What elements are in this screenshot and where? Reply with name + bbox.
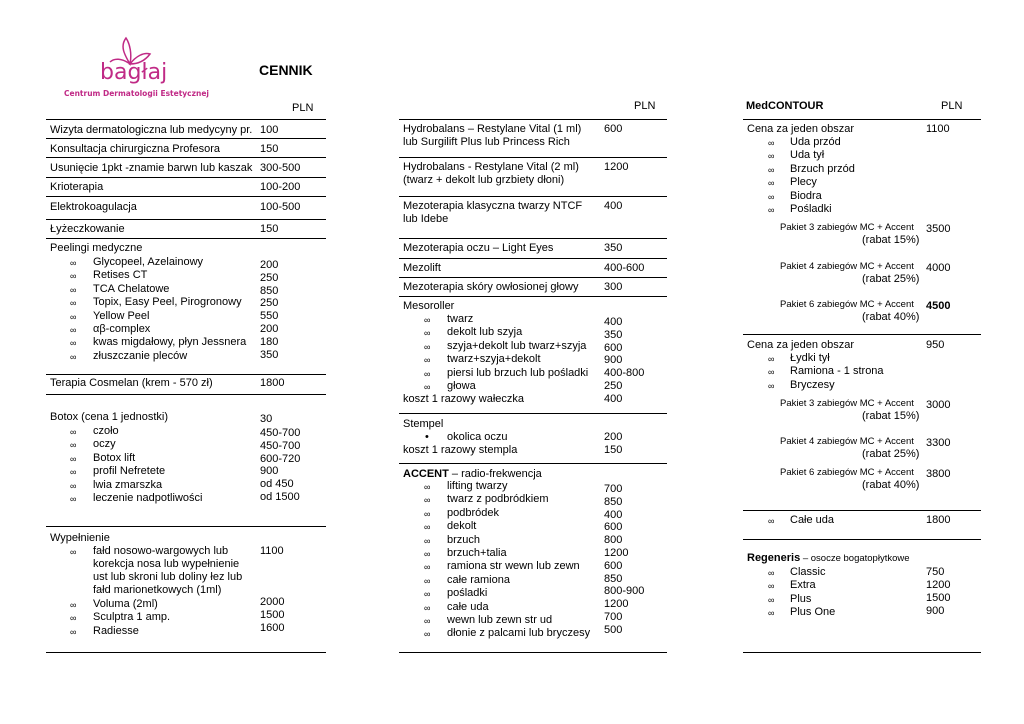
- list-item-label: czoło: [93, 425, 119, 437]
- package-line1: Pakiet 6 zabiegów MC + Accent: [780, 467, 914, 478]
- stempel-item-price: 200: [604, 431, 623, 443]
- brand-name: bagłaj: [100, 60, 168, 85]
- list-item-label: Plus: [790, 592, 812, 605]
- list-item-price: 800-900: [604, 585, 645, 598]
- mezo-oczu-label: Mezoterapia oczu – Light Eyes: [403, 242, 554, 254]
- package-line1: Pakiet 6 zabiegów MC + Accent: [780, 299, 914, 310]
- cosmelan-price: 1800: [260, 377, 285, 389]
- package-price: 3000: [926, 399, 951, 411]
- price-row-label: Wizyta dermatologiczna lub medycyny pr.: [50, 124, 253, 136]
- bullet-icon: ∞: [70, 325, 77, 335]
- bullet-icon: ∞: [70, 427, 77, 437]
- list-item-price: 550: [260, 310, 279, 323]
- list-item-price: od 1500: [260, 491, 300, 503]
- bullet-icon: ∞: [424, 495, 431, 506]
- package-line2: (rabat 15%): [862, 410, 920, 422]
- list-item-label: Topix, Easy Peel, Pirogronowy: [93, 296, 242, 309]
- botox-title-price: 30: [260, 413, 273, 425]
- list-item-price: 900: [260, 465, 279, 478]
- mezo-ntcf-line2: lub Idebe: [403, 213, 449, 225]
- stempel-extra-price: 150: [604, 444, 623, 456]
- list-item-label: Brzuch przód: [790, 162, 855, 175]
- wypelnienie-title: Wypełnienie: [50, 532, 110, 544]
- wypelnienie-item1-line: ust lub skroni lub doliny łez lub: [93, 571, 243, 583]
- price-row-value: 150: [260, 143, 279, 155]
- list-item-label: twarz: [447, 313, 474, 325]
- list-item-label: pośladki: [447, 587, 488, 600]
- list-item-price: 250: [604, 380, 623, 392]
- list-item-price: 350: [260, 348, 279, 361]
- bullet-icon: ∞: [70, 298, 77, 309]
- hydro2-line1: Hydrobalans - Restylane Vital (2 ml): [403, 161, 579, 173]
- list-item-label: twarz+szyja+dekolt: [447, 353, 541, 366]
- bullet-icon: ∞: [70, 467, 77, 478]
- brand-logo: [52, 36, 212, 106]
- bullet-icon: ∞: [768, 178, 775, 189]
- currency-header-2: PLN: [634, 100, 656, 112]
- list-item-price: 850: [604, 495, 623, 508]
- package-line2: (rabat 25%): [862, 448, 920, 460]
- list-item-label: Extra: [790, 579, 816, 592]
- bullet-icon: ∞: [768, 151, 775, 162]
- peelingi-title: Peelingi medyczne: [50, 242, 143, 254]
- accent-title-bold: ACCENT: [403, 468, 449, 480]
- hydro1-line1: Hydrobalans – Restylane Vital (1 ml): [403, 123, 582, 135]
- bullet-icon: ∞: [768, 164, 775, 175]
- list-item-price: 700: [604, 611, 623, 623]
- bullet-icon: ∞: [424, 355, 431, 366]
- list-item-price: 250: [260, 297, 279, 310]
- list-item-price: 600: [604, 521, 623, 534]
- bullet-icon: ∞: [424, 629, 431, 640]
- list-item-price: 1200: [604, 598, 629, 611]
- package-line2: (rabat 40%): [862, 311, 920, 323]
- package-price: 4000: [926, 262, 951, 274]
- list-item-label: leczenie nadpotliwości: [93, 492, 203, 504]
- price-row-value: 100: [260, 124, 279, 136]
- list-item-price: 200: [260, 259, 279, 271]
- bullet-icon: ∞: [424, 522, 431, 533]
- hydro2-line2: (twarz + dekolt lub grzbiety dłoni): [403, 174, 565, 186]
- list-item-price: 500: [604, 623, 623, 636]
- wypelnienie-item1-line: fałd marionetkowych (1ml): [93, 584, 222, 596]
- bullet-icon: ∞: [70, 453, 77, 464]
- mezo-ntcf-price: 400: [604, 200, 623, 212]
- bullet-icon: ∞: [424, 575, 431, 586]
- package-line2: (rabat 40%): [862, 479, 920, 491]
- list-item-label: TCA Chelatowe: [93, 282, 170, 295]
- list-item-price: 250: [260, 271, 279, 284]
- price-row-value: 100-500: [260, 201, 301, 213]
- list-item-price: 1600: [260, 622, 285, 634]
- list-item-label: całe ramiona: [447, 573, 510, 586]
- list-item-price: 1500: [260, 609, 285, 621]
- list-item-price: 180: [260, 335, 279, 348]
- list-item-price: od 450: [260, 478, 294, 491]
- list-item-label: Bryczesy: [790, 378, 835, 391]
- price-row-label: Usunięcie 1pkt -znamie barwn lub kaszak: [50, 162, 253, 174]
- bullet-icon: ∞: [768, 594, 775, 605]
- mezo-glowy-label: Mezoterapia skóry owłosionej głowy: [403, 281, 579, 293]
- mesoroller-extra-price: 400: [604, 393, 623, 405]
- list-item-label: szyja+dekolt lub twarz+szyja: [447, 339, 587, 352]
- bullet-icon: ∞: [424, 508, 431, 519]
- hydro1-price: 600: [604, 123, 623, 135]
- list-item-label: dłonie z palcami lub bryczesy: [447, 627, 591, 640]
- list-item-label: ramiona str wewn lub zewn: [447, 560, 580, 573]
- list-item-label: złuszczanie pleców: [93, 349, 188, 362]
- bullet-icon: ∞: [768, 138, 775, 148]
- package-line2: (rabat 15%): [862, 234, 920, 246]
- bullet-icon: ∞: [768, 354, 775, 364]
- list-item-label: profil Nefretete: [93, 465, 166, 478]
- list-item-label: Biodra: [790, 189, 822, 202]
- list-item-label: wewn lub zewn str ud: [447, 614, 553, 626]
- list-item-price: 850: [604, 572, 623, 585]
- bullet-icon: ∞: [424, 535, 431, 546]
- package-price: 3800: [926, 468, 951, 480]
- list-item-label: brzuch: [447, 533, 481, 546]
- bullet-icon: ∞: [70, 311, 77, 322]
- bullet-icon: ∞: [70, 351, 77, 362]
- price-row-label: Konsultacja chirurgiczna Profesora: [50, 143, 220, 155]
- bullet-icon: ∞: [424, 328, 431, 339]
- currency-header: PLN: [292, 102, 314, 114]
- cale-uda-price: 1800: [926, 514, 951, 526]
- list-item-label: Classic: [790, 566, 826, 578]
- wypelnienie-item1-line: fałd nosowo-wargowych lub: [93, 545, 229, 557]
- package-line1: Pakiet 4 zabiegów MC + Accent: [780, 436, 914, 447]
- list-item-label: kwas migdałowy, płyn Jessnera: [93, 336, 247, 349]
- mezolift-label: Mezolift: [403, 262, 441, 274]
- list-item-price: 600: [604, 559, 623, 572]
- price-row-label: Krioterapia: [50, 181, 104, 193]
- list-item-price: 750: [926, 566, 945, 578]
- list-item-label: Retises CT: [93, 269, 148, 282]
- mc2-price: 950: [926, 339, 945, 351]
- bullet-icon: ∞: [424, 549, 431, 559]
- bullet-icon: ∞: [424, 368, 431, 379]
- list-item-price: 1200: [604, 547, 629, 559]
- list-item-label: podbródek: [447, 506, 499, 519]
- mc1-price: 1100: [926, 123, 950, 135]
- brand-subtitle: Centrum Dermatologii Estetycznej: [64, 89, 209, 98]
- bullet-icon: ∞: [768, 516, 775, 526]
- list-item-price: 350: [604, 328, 623, 341]
- list-item-label: piersi lub brzuch lub pośladki: [447, 366, 589, 379]
- accent-subtitle: – radio-frekwencja: [448, 468, 542, 480]
- bullet-icon: ∞: [70, 440, 77, 451]
- stempel-title: Stempel: [403, 418, 444, 430]
- list-item-label: brzuch+talia: [447, 547, 507, 559]
- list-item-label: lifting twarzy: [447, 480, 508, 492]
- package-price: 3300: [926, 437, 951, 449]
- bullet-icon: ∞: [70, 271, 77, 282]
- list-item-label: dekolt: [447, 520, 477, 533]
- list-item-label: αβ-complex: [93, 323, 151, 335]
- bullet-icon: ∞: [70, 494, 77, 504]
- list-item-label: głowa: [447, 380, 476, 392]
- price-row-label: Łyżeczkowanie: [50, 223, 125, 235]
- regeneris-title: [747, 552, 910, 566]
- list-item-price: 1500: [926, 592, 951, 604]
- price-row-value: 150: [260, 223, 279, 235]
- list-item-label: Pośladki: [790, 203, 832, 215]
- mc2-label: Cena za jeden obszar: [747, 339, 855, 351]
- list-item-price: 700: [604, 483, 623, 495]
- list-item-label: Plecy: [790, 176, 817, 189]
- package-price: 4500: [926, 300, 951, 312]
- bullet-icon: •: [425, 431, 429, 443]
- bullet-icon: ∞: [768, 380, 775, 391]
- bullet-icon: ∞: [768, 205, 775, 215]
- medcontour-title: MedCONTOUR: [746, 100, 824, 112]
- list-item-label: oczy: [93, 438, 116, 451]
- wypelnienie-item1-line: korekcja nosa lub wypełnienie: [93, 558, 240, 570]
- list-item-label: Uda przód: [790, 136, 841, 148]
- list-item-price: 400: [604, 316, 623, 328]
- list-item-label: Plus One: [790, 606, 836, 619]
- regeneris-subtitle: – osocze bogatopłytkowe: [800, 553, 910, 564]
- cale-uda-label: Całe uda: [790, 514, 835, 526]
- bullet-icon: ∞: [768, 608, 775, 619]
- bullet-icon: ∞: [70, 284, 77, 295]
- list-item-label: Sculptra 1 amp.: [93, 611, 171, 624]
- mezo-glowy-price: 300: [604, 281, 623, 293]
- mesoroller-title: Mesoroller: [403, 300, 455, 312]
- bullet-icon: ∞: [70, 613, 77, 624]
- wypelnienie-item1-price: 1100: [260, 545, 284, 557]
- bullet-icon: ∞: [424, 482, 431, 492]
- bullet-icon: ∞: [424, 341, 431, 352]
- bullet-icon: ∞: [768, 568, 775, 578]
- cosmelan-label: Terapia Cosmelan (krem - 570 zł): [50, 377, 213, 389]
- botox-title: Botox (cena 1 jednostki): [50, 411, 169, 423]
- bullet-icon: ∞: [70, 338, 77, 349]
- package-price: 3500: [926, 223, 951, 235]
- list-item-label: Łydki tył: [790, 352, 830, 364]
- bullet-icon: ∞: [424, 315, 431, 325]
- bullet-icon: ∞: [70, 600, 77, 610]
- page-title: CENNIK: [259, 62, 313, 78]
- list-item-price: 400: [604, 508, 623, 521]
- mezo-ntcf-line1: Mezoterapia klasyczna twarzy NTCF: [403, 200, 583, 212]
- mc1-label: Cena za jeden obszar: [747, 123, 855, 135]
- hydro1-line2: lub Surgilift Plus lub Princess Rich: [403, 136, 570, 148]
- stempel-extra: koszt 1 razowy stempla: [403, 444, 518, 456]
- list-item-label: Radiesse: [93, 624, 139, 637]
- list-item-price: 400-800: [604, 367, 645, 380]
- list-item-price: 2000: [260, 596, 285, 608]
- mezolift-price: 400-600: [604, 262, 645, 274]
- list-item-price: 450-700: [260, 439, 301, 452]
- list-item-label: Voluma (2ml): [93, 598, 158, 610]
- list-item-label: Ramiona - 1 strona: [790, 365, 884, 378]
- stempel-item: okolica oczu: [447, 431, 508, 443]
- package-line1: Pakiet 4 zabiegów MC + Accent: [780, 261, 914, 272]
- list-item-price: 850: [260, 284, 279, 297]
- list-item-label: twarz z podbródkiem: [447, 493, 549, 506]
- bullet-icon: ∞: [424, 589, 431, 600]
- list-item-price: 600-720: [260, 452, 301, 465]
- list-item-price: 600: [604, 341, 623, 354]
- mesoroller-extra: koszt 1 razowy wałeczka: [403, 393, 525, 405]
- list-item-price: 450-700: [260, 427, 301, 439]
- bullet-icon: ∞: [70, 258, 77, 268]
- list-item-label: Uda tył: [790, 149, 825, 162]
- bullet-icon: ∞: [424, 602, 431, 613]
- package-line2: (rabat 25%): [862, 273, 920, 285]
- bullet-icon: ∞: [768, 581, 775, 592]
- list-item-price: 800: [604, 534, 623, 547]
- package-line1: Pakiet 3 zabiegów MC + Accent: [780, 398, 914, 409]
- bullet-icon: ∞: [768, 191, 775, 202]
- list-item-label: Glycopeel, Azelainowy: [93, 256, 204, 268]
- bullet-icon: ∞: [70, 547, 77, 557]
- list-item-price: 200: [260, 323, 279, 335]
- list-item-price: 900: [926, 605, 945, 617]
- bullet-icon: ∞: [424, 562, 431, 573]
- list-item-label: Yellow Peel: [93, 309, 150, 322]
- list-item-label: Botox lift: [93, 451, 136, 464]
- list-item-label: lwia zmarszka: [93, 478, 163, 491]
- list-item-price: 1200: [926, 579, 951, 591]
- bullet-icon: ∞: [424, 616, 431, 626]
- price-row-value: 300-500: [260, 162, 301, 174]
- mezo-oczu-price: 350: [604, 242, 623, 254]
- hydro2-price: 1200: [604, 161, 629, 173]
- list-item-label: całe uda: [447, 600, 489, 613]
- package-line1: Pakiet 3 zabiegów MC + Accent: [780, 222, 914, 233]
- bullet-icon: ∞: [424, 382, 431, 392]
- list-item-label: dekolt lub szyja: [447, 326, 523, 339]
- regeneris-title-bold: Regeneris: [747, 552, 801, 564]
- bullet-icon: ∞: [70, 626, 77, 637]
- bullet-icon: ∞: [768, 367, 775, 378]
- price-row-value: 100-200: [260, 181, 301, 193]
- bullet-icon: ∞: [70, 480, 77, 491]
- currency-header-3: PLN: [941, 100, 963, 112]
- list-item-price: 900: [604, 354, 623, 367]
- price-row-label: Elektrokoagulacja: [50, 201, 137, 213]
